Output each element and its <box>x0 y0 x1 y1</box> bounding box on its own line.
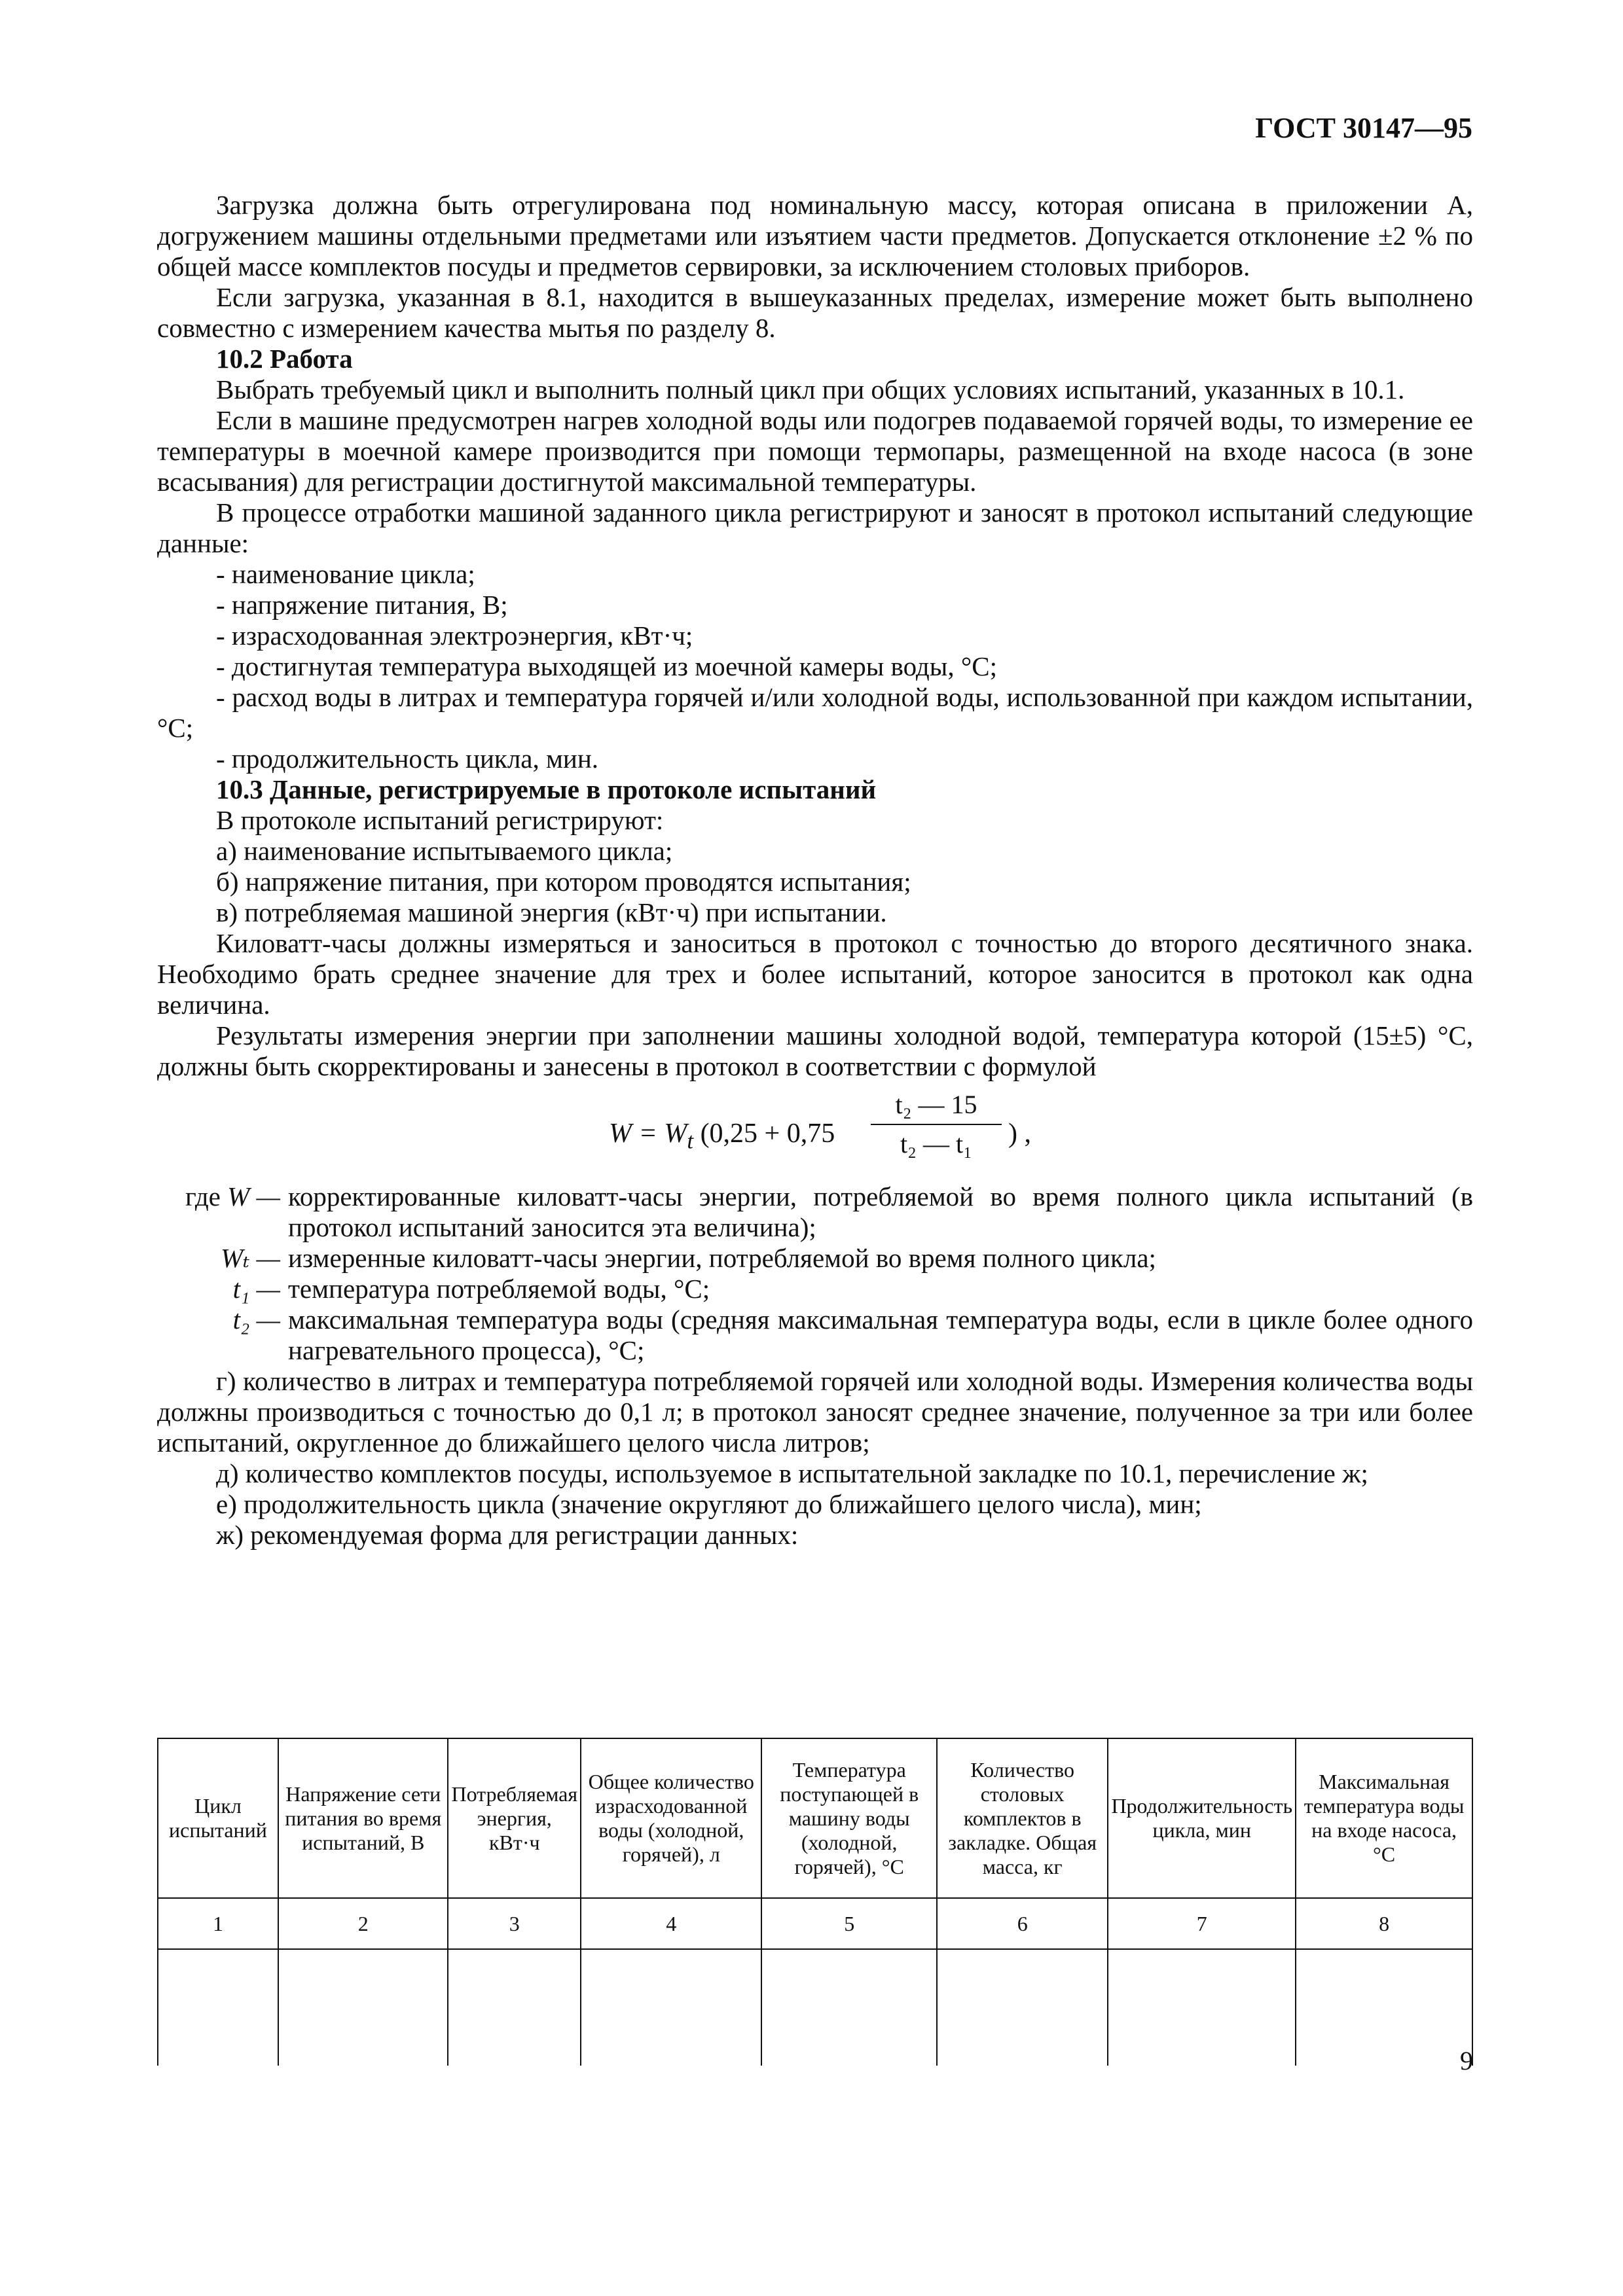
formula-mid: (0,25 + 0,75 <box>693 1119 835 1149</box>
table-cell: 4 <box>581 1898 761 1949</box>
definition-text: корректированные киловатт-часы энергии, потребляемой во время полного цикла испытаний (в протокол испытаний заносится эта величина); <box>288 1181 1473 1242</box>
definition-symbol <box>157 1274 288 1304</box>
document-code-header: ГОСТ 30147—95 <box>1255 112 1472 144</box>
list-item: б) напряжение питания, при котором проводятся испытания; <box>216 867 911 897</box>
table-cell: 2 <box>278 1898 448 1949</box>
list-item: - продолжительность цикла, мин. <box>216 744 599 774</box>
table-cell <box>761 1949 937 2066</box>
table-cell <box>1108 1949 1296 2066</box>
where-word: где <box>185 1181 221 1211</box>
paragraph: Загрузка должна быть отрегулирована под номинальную массу, которая описана в приложении А, догружением машины отдельными предметами или изъятием части предметов. Допускается отклонение ±2 % по общей массе комплектов посуды и предметов сервировки, за исключением столовых приборов. <box>157 190 1473 281</box>
table-cell <box>581 1949 761 2066</box>
formula-lhs: W = W <box>609 1119 687 1149</box>
table-cell: 5 <box>761 1898 937 1949</box>
list-item: - наименование цикла; <box>216 559 475 589</box>
paragraph: В протоколе испытаний регистрируют: <box>216 805 664 835</box>
definition-symbol <box>157 1181 288 1243</box>
list-item: - достигнутая температура выходящей из моечной камеры воды, °С; <box>216 651 997 681</box>
table-header-cell: Общее количество израсходованной воды (холодной, горячей), л <box>581 1738 761 1898</box>
table-cell <box>937 1949 1108 2066</box>
table-header-cell: Количество столовых комплектов в закладке. Общая масса, кг <box>937 1738 1108 1898</box>
list-item: д) количество комплектов посуды, используемое в испытательной закладке по 10.1, перечисление ж; <box>216 1458 1368 1488</box>
paragraph: Если в машине предусмотрен нагрев холодной воды или подогрев подаваемой горячей воды, то измерение ее температуры в моечной камере производится при помощи термопары, размещенной на входе насоса (в зоне всасывания) для регистрации достигнутой максимальной температуры. <box>157 405 1473 497</box>
paragraph: Если загрузка, указанная в 8.1, находится в вышеуказанных пределах, измерение может быть выполнено совместно с измерением качества мытья по разделу 8. <box>157 282 1473 343</box>
definition-symbol <box>157 1304 288 1366</box>
definition-text: максимальная температура воды (средняя максимальная температура воды, если в цикле более одного нагревательного процесса), °С; <box>288 1304 1473 1365</box>
table-cell <box>1296 1949 1472 2066</box>
section-heading-10-3: 10.3 Данные, регистрируемые в протоколе испытаний <box>216 774 877 804</box>
energy-formula <box>157 1086 1473 1177</box>
formula-left <box>609 1119 835 1156</box>
definition-text: температура потребляемой воды, °С; <box>288 1274 710 1304</box>
list-item: - напряжение питания, В; <box>216 590 508 620</box>
table-header-cell: Напряжение сети питания во время испытаний, В <box>278 1738 448 1898</box>
table-header-cell: Цикл испытаний <box>158 1738 278 1898</box>
data-registration-table <box>157 1738 1473 2066</box>
formula-numerator: t₂ — 15 <box>871 1086 1002 1125</box>
table-header-cell: Потребляемая энергия, кВт·ч <box>448 1738 581 1898</box>
formula-fraction <box>871 1086 1002 1163</box>
paragraph: Результаты измерения энергии при заполнении машины холодной водой, температура которой (15±5) °С, должны быть скорректированы и занесены в протокол в соответствии с формулой <box>157 1020 1473 1081</box>
symbol-w: W — <box>227 1181 280 1211</box>
section-heading-10-2: 10.2 Работа <box>216 344 353 374</box>
definition-row <box>157 1274 1473 1304</box>
formula-lhs-sub: t <box>687 1128 694 1154</box>
table-header-row <box>158 1738 1472 1898</box>
page-number: 9 <box>1460 2046 1473 2075</box>
table-cell: 7 <box>1108 1898 1296 1949</box>
paragraph: Киловатт-часы должны измеряться и заноситься в протокол с точностью до второго десятичного знака. Необходимо брать среднее значение для трех и более испытаний, которое заносится в протокол как одна величина. <box>157 928 1473 1020</box>
list-item: - расход воды в литрах и температура горячей и/или холодной воды, использованной при каждом испытании, °С; <box>157 682 1473 743</box>
symbol-wt: Wₜ — <box>221 1243 280 1273</box>
formula-denominator: t₂ — t₁ <box>900 1129 973 1158</box>
list-item: ж) рекомендуемая форма для регистрации данных: <box>216 1520 799 1550</box>
table-row <box>158 1949 1472 2066</box>
table-cell <box>448 1949 581 2066</box>
symbol-t1: t₁ — <box>232 1274 280 1304</box>
formula-tail: ) , <box>1008 1119 1031 1149</box>
paragraph: Выбрать требуемый цикл и выполнить полный цикл при общих условиях испытаний, указанных в 10.1. <box>216 374 1405 404</box>
definition-row <box>157 1304 1473 1366</box>
table-cell <box>158 1949 278 2066</box>
definition-row <box>157 1243 1473 1274</box>
table-cell: 8 <box>1296 1898 1472 1949</box>
table-header-cell: Максимальная температура воды на входе насоса, °С <box>1296 1738 1472 1898</box>
document-body <box>157 190 1473 1551</box>
table-cell: 6 <box>937 1898 1108 1949</box>
table-header-cell: Продолжительность цикла, мин <box>1108 1738 1296 1898</box>
symbol-t2: t₂ — <box>232 1304 280 1335</box>
table-header-cell: Температура поступающей в машину воды (холодной, горячей), °С <box>761 1738 937 1898</box>
table-cell: 1 <box>158 1898 278 1949</box>
list-item: е) продолжительность цикла (значение округляют до ближайшего целого числа), мин; <box>216 1489 1202 1519</box>
definition-row <box>157 1181 1473 1243</box>
definition-text: измеренные киловатт-часы энергии, потребляемой во время полного цикла; <box>288 1243 1156 1273</box>
list-item: а) наименование испытываемого цикла; <box>216 836 673 866</box>
table-cell: 3 <box>448 1898 581 1949</box>
list-item: - израсходованная электроэнергия, кВт·ч; <box>216 620 693 651</box>
list-item: г) количество в литрах и температура потребляемой горячей или холодной воды. Измерения количества воды должны производиться с точностью до 0,1 л; в протокол заносят среднее значение, полученное за три или более испытаний, округленное до ближайшего целого числа литров; <box>157 1366 1473 1458</box>
formula-definitions <box>157 1181 1473 1366</box>
definition-symbol <box>157 1243 288 1274</box>
list-item: в) потребляемая машиной энергия (кВт·ч) при испытании. <box>216 897 887 927</box>
table-cell <box>278 1949 448 2066</box>
paragraph: В процессе отработки машиной заданного цикла регистрируют и заносят в протокол испытаний следующие данные: <box>157 497 1473 558</box>
table-column-numbers-row <box>158 1898 1472 1949</box>
